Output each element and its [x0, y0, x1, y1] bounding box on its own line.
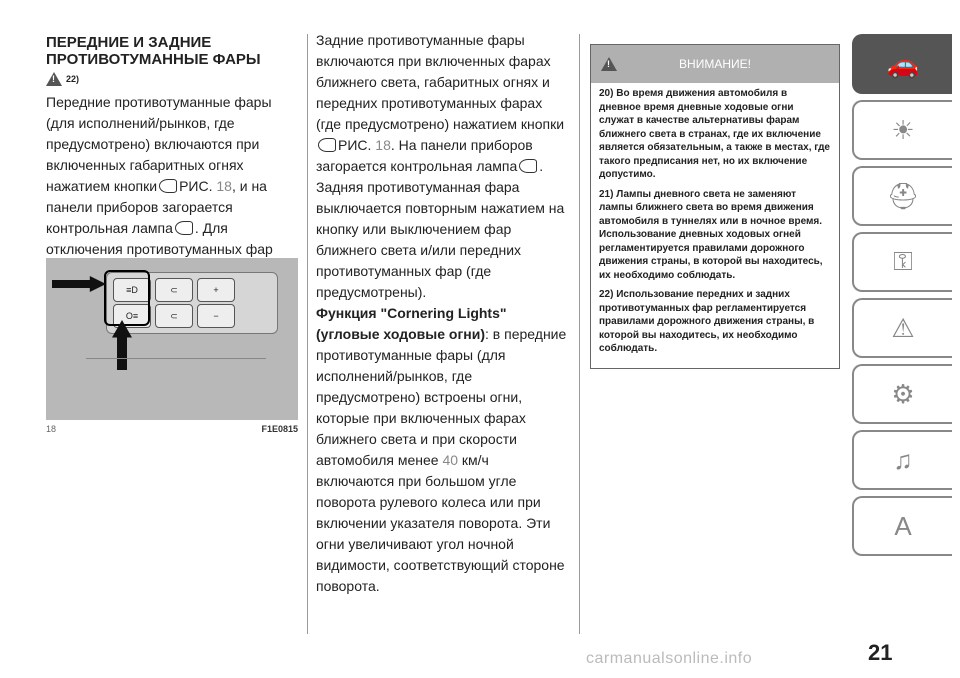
warning-triangle-icon	[601, 57, 617, 71]
front-fog-paragraph: Передние противотуманные фары (для исполнений/рынков, где предусмотрено) включаются при включенных габаритных огнях нажатием кнопки РИС. 18, и на панели приборов загорается контрольная лампа . Для отключения противотуманных фар	[46, 94, 273, 257]
watermark: carmanualsonline.info	[586, 650, 753, 667]
left-column	[46, 34, 296, 281]
front-fog-lamp-icon	[175, 221, 193, 235]
rear-fog-lamp-icon	[519, 159, 537, 173]
light-button: ⊂	[155, 278, 193, 302]
warning-triangle-icon	[46, 72, 62, 86]
car-info-icon[interactable]: 🚗	[852, 34, 952, 94]
warning-header: ! ВНИМАНИЕ!	[591, 45, 839, 83]
chapter-tabs	[852, 34, 952, 562]
front-fog-lamp-icon	[159, 179, 177, 193]
column-divider	[307, 34, 308, 634]
cornering-lights-paragraph: Функция "Cornering Lights" (угловые ходовые огни): в передние противотуманные фары (для исполнений/рынков, где предусмотрено) встроены огни, которые при включенных фарах ближнего света и при скорости автомобиля менее 40 км/ч включаются при большом угле поворота рулевого колеса или при включении указателя поворота. Эти огни увеличивают угол ночной видимости, соответствующий стороне поворота.	[316, 305, 567, 594]
seatbelt-icon[interactable]: ⛑	[852, 166, 952, 226]
figure-fog-buttons	[46, 258, 298, 420]
warning-triangle-icon[interactable]: ⚠	[852, 298, 952, 358]
light-button-2: ⊂	[155, 304, 193, 328]
media-icon[interactable]: ♫	[852, 430, 952, 490]
page-number: 21	[868, 640, 893, 665]
minus-button: −	[197, 304, 235, 328]
warning-item: 22) Использование передних и задних противотуманных фар регламентируется правилами дорожного движения страны, в которой вы находитесь, их необходимо соблюдать.	[599, 289, 815, 354]
plus-button: +	[197, 278, 235, 302]
rear-fog-button: O≡	[113, 304, 151, 328]
rear-fog-paragraph: Задние противотуманные фары включаются при включенных фарах ближнего света, габаритных огнях и передних противотуманных фарах (где предусмотрено) нажатием кнопкиРИС. 18. На панели приборов загорается контрольная лампа . Задняя противотуманная фара выключается повторным нажатием на кнопку или выключением фар ближнего света и/или передних противотуманных фар (где предусмотрены).	[316, 32, 565, 300]
middle-column	[316, 34, 570, 597]
section-title: ПЕРЕДНИЕ И ЗАДНИЕ ПРОТИВОТУМАННЫЕ ФАРЫ	[46, 34, 261, 68]
arrow-right-icon	[52, 276, 106, 292]
figure-caption	[46, 424, 298, 434]
figure-reference[interactable]: 18	[375, 137, 391, 153]
warning-body	[591, 83, 839, 368]
warning-reference[interactable]: ! 22)	[46, 72, 296, 86]
warning-box	[590, 44, 840, 369]
button-highlight	[104, 270, 150, 326]
service-icon[interactable]: ⚙	[852, 364, 952, 424]
figure-number: 18	[46, 424, 57, 434]
front-fog-button: ≡D	[113, 278, 151, 302]
column-divider	[579, 34, 580, 634]
cornering-lights-title: Функция "Cornering Lights" (угловые ходовые огни)	[316, 305, 507, 342]
figure-reference[interactable]: 18	[216, 178, 232, 194]
rear-fog-lamp-icon	[318, 138, 336, 152]
warning-item: 20) Во время движения автомобиля в дневное время дневные ходовые огни служат в качестве альтернативы фарам ближнего света в странах, где их включение является обязательным, а также в местах, где такого предписания нет, но их включение допустимо.	[599, 88, 830, 180]
speed-value: 40	[442, 452, 459, 468]
key-icon[interactable]: ⚿	[852, 232, 952, 292]
dashboard-slot	[86, 358, 266, 419]
figure-code: F1E0815	[261, 424, 298, 434]
warning-lights-icon[interactable]: ☀	[852, 100, 952, 160]
warning-item: 21) Лампы дневного света не заменяют лампы ближнего света во время движения автомобиля в туннелях или в ночное время. Использование дневных ходовых огней регламентируется правилами дорожного движения страны, в которой вы находитесь, их необходимо соблюдать.	[599, 188, 823, 281]
index-icon[interactable]: A	[852, 496, 952, 556]
